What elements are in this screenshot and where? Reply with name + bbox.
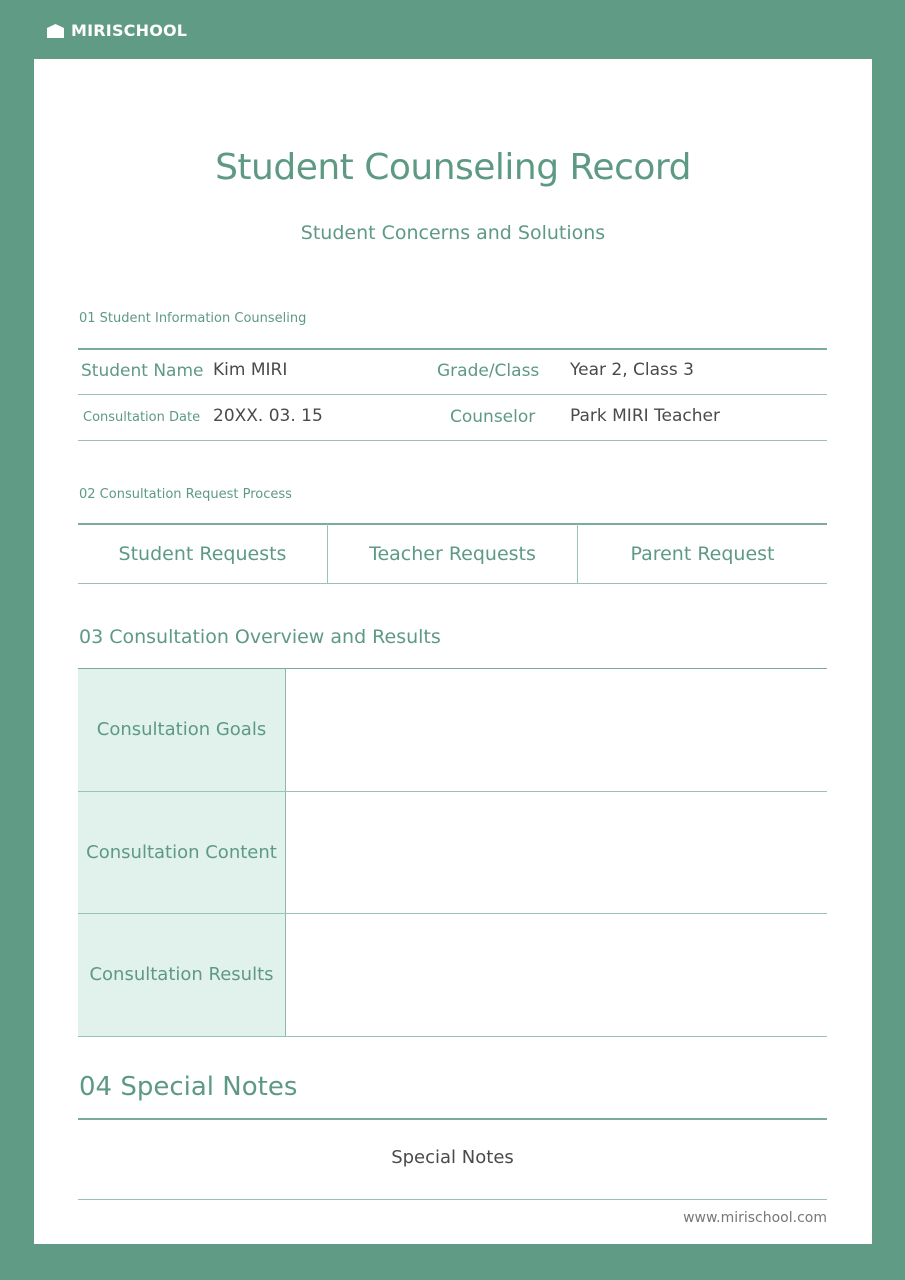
footer-url: www.mirischool.com xyxy=(683,1210,827,1226)
consultation-date-label: Consultation Date xyxy=(83,410,201,425)
document-title: Student Counseling Record xyxy=(215,147,691,188)
table-row xyxy=(78,669,827,792)
section-3-heading: 03 Consultation Overview and Results xyxy=(79,626,441,648)
school-icon xyxy=(46,23,65,39)
overview-table xyxy=(78,669,827,1037)
request-process-row xyxy=(78,524,827,584)
section-4-heading: 04 Special Notes xyxy=(79,1072,298,1102)
student-requests-cell: Student Requests xyxy=(118,543,287,565)
consultation-goals-header: Consultation Goals xyxy=(78,669,286,791)
consultation-content-header: Consultation Content xyxy=(78,792,286,914)
consultation-goals-field[interactable] xyxy=(286,669,827,791)
document-page xyxy=(34,59,872,1244)
grade-class-label: Grade/Class xyxy=(437,361,540,381)
teacher-requests-cell: Teacher Requests xyxy=(327,524,577,584)
divider xyxy=(78,348,827,350)
brand-logo xyxy=(46,21,187,40)
table-row xyxy=(78,792,827,915)
consultation-date-value: 20XX. 03. 15 xyxy=(213,406,323,426)
section-1-heading: 01 Student Information Counseling xyxy=(79,311,307,326)
section-2-heading: 02 Consultation Request Process xyxy=(79,487,292,502)
parent-request-cell: Parent Request xyxy=(577,524,827,584)
counselor-value: Park MIRI Teacher xyxy=(570,406,720,426)
document-subtitle: Student Concerns and Solutions xyxy=(300,222,606,244)
student-name-value: Kim MIRI xyxy=(213,360,288,380)
divider xyxy=(78,1199,827,1200)
consultation-content-field[interactable] xyxy=(286,792,827,914)
brand-name: MIRISCHOOL xyxy=(71,21,188,40)
divider xyxy=(78,394,827,395)
counselor-label: Counselor xyxy=(450,407,536,427)
consultation-results-header: Consultation Results xyxy=(78,914,286,1036)
table-row xyxy=(78,914,827,1037)
student-name-label: Student Name xyxy=(81,361,204,381)
consultation-results-field[interactable] xyxy=(286,914,827,1036)
divider xyxy=(78,583,827,584)
divider xyxy=(78,1118,827,1120)
grade-class-value: Year 2, Class 3 xyxy=(570,360,694,380)
divider xyxy=(78,440,827,441)
special-notes-content: Special Notes xyxy=(391,1147,514,1168)
